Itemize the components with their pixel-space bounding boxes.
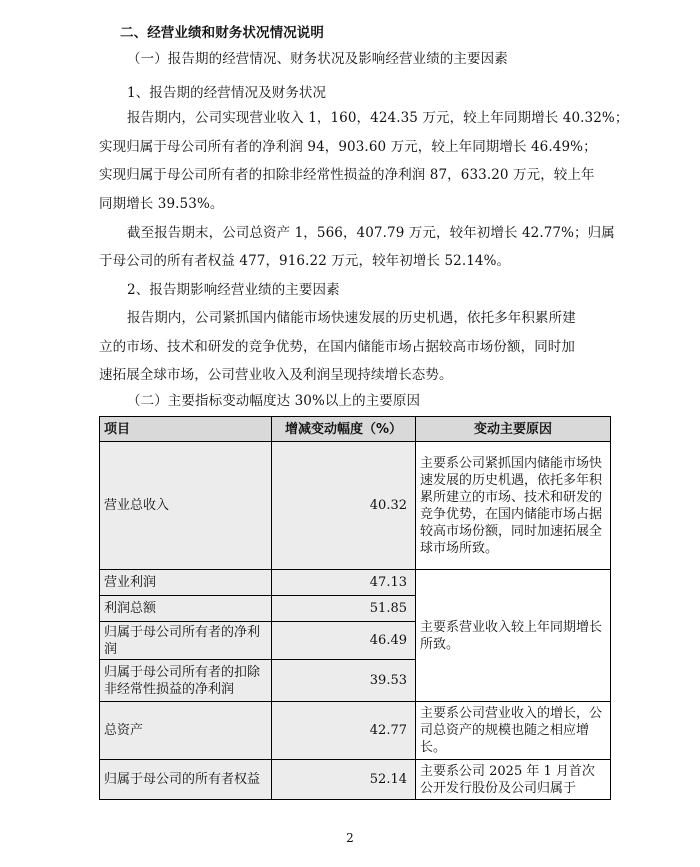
row-item: 归属于母公司的所有者权益 (100, 760, 272, 800)
row-value: 39.53 (272, 660, 416, 702)
table-header-row (100, 417, 611, 442)
row-item: 总资产 (100, 702, 272, 760)
metrics-table (99, 416, 611, 800)
row-item: 营业总收入 (100, 442, 272, 570)
row-value: 40.32 (272, 442, 416, 570)
row-value: 47.13 (272, 570, 416, 596)
table-row (100, 442, 611, 570)
row-reason: 主要系营业收入较上年同期增长所致。 (416, 570, 611, 702)
para3-line: 速拓展全球市场，公司营业收入及利润呈现持续增长态势。 (99, 367, 453, 383)
page-number: 2 (346, 831, 354, 845)
row-item: 利润总额 (100, 596, 272, 622)
row-item: 营业利润 (100, 570, 272, 596)
table-row (100, 760, 611, 800)
para2-line: 于母公司的所有者权益 477，916.22 万元，较年初增长 52.14%。 (99, 253, 511, 269)
table-row (100, 702, 611, 760)
header-reason: 变动主要原因 (416, 417, 611, 442)
para1-line: 报告期内，公司实现营业收入 1，160，424.35 万元，较上年同期增长 40.32%； (127, 110, 629, 126)
row-value: 42.77 (272, 702, 416, 760)
row-reason: 主要系公司紧抓国内储能市场快速发展的历史机遇，依托多年积累所建立的市场、技术和研发的竞争优势，在国内储能市场占据较高市场份额，同时加速拓展全球市场所致。 (416, 442, 611, 570)
item1-title: 1、报告期的经营情况及财务状况 (127, 85, 327, 101)
para2-line: 截至报告期末，公司总资产 1，566，407.79 万元，较年初增长 42.77%；归属 (127, 225, 615, 241)
row-value: 51.85 (272, 596, 416, 622)
section-title: 二、经营业绩和财务状况情况说明 (120, 25, 324, 41)
para3-line: 立的市场、技术和研发的竞争优势，在国内储能市场占据较高市场份额，同时加 (99, 339, 575, 355)
row-reason: 主要系公司 2025 年 1 月首次公开发行股份及公司归属于 (416, 760, 611, 800)
para1-line: 实现归属于母公司所有者的扣除非经常性损益的净利润 87，633.20 万元，较上年 (99, 167, 595, 183)
row-reason: 主要系公司营业收入的增长，公司总资产的规模也随之相应增长。 (416, 702, 611, 760)
row-value: 46.49 (272, 622, 416, 660)
subsection2-title: （二）主要指标变动幅度达 30%以上的主要原因 (127, 393, 421, 409)
row-value: 52.14 (272, 760, 416, 800)
row-item: 归属于母公司所有者的净利润 (100, 622, 272, 660)
para3-line: 报告期内，公司紧抓国内储能市场快速发展的历史机遇，依托多年积累所建 (127, 310, 576, 326)
table-row (100, 570, 611, 596)
para1-line: 同期增长 39.53%。 (99, 196, 224, 212)
para1-line: 实现归属于母公司所有者的净利润 94，903.60 万元，较上年同期增长 46.49%； (99, 139, 597, 155)
header-change: 增减变动幅度（%） (272, 417, 416, 442)
header-item: 项目 (100, 417, 272, 442)
subsection1-title: （一）报告期的经营情况、财务状况及影响经营业绩的主要因素 (127, 51, 508, 67)
row-item: 归属于母公司所有者的扣除非经常性损益的净利润 (100, 660, 272, 702)
item2-title: 2、报告期影响经营业绩的主要因素 (127, 282, 340, 298)
